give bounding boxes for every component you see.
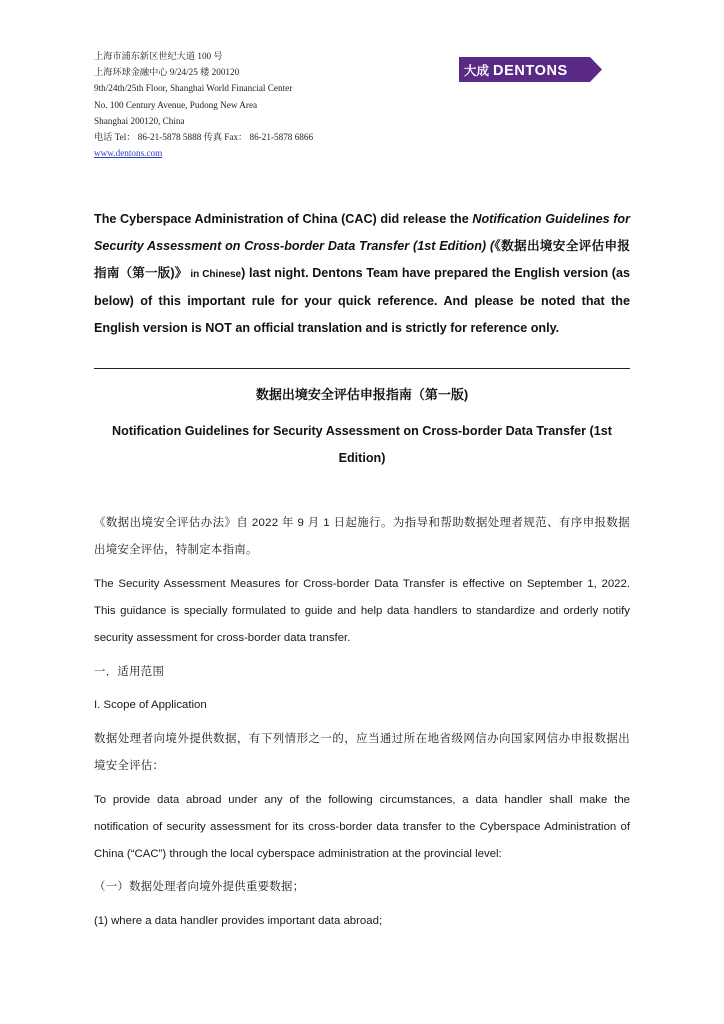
dentons-logo [459, 57, 602, 82]
intro-title-italic: Notification Guidelines for Security Assessment on Cross-border Data Transfer (1st Edition) ( [94, 212, 630, 253]
phone-fax-line: 电话 Tel： 86-21-5878 5888 传真 Fax： 86-21-5878 6866 [94, 132, 314, 143]
doc-title-en: Notification Guidelines for Security Assessment on Cross-border Data Transfer (1st Edition) [112, 424, 612, 465]
section-heading-en: I. Scope of Application [94, 699, 207, 711]
paragraph-en-effective: The Security Assessment Measures for Cross-border Data Transfer is effective on September 1, 2022. This guidance is specially formulated to guide and help data handlers to standardize and orderly notify security assessment for cross-border data transfer. [94, 578, 630, 644]
paragraph-cn-effective: 《数据出境安全评估办法》自 2022 年 9 月 1 日起施行。为指导和帮助数据处理者规范、有序申报数据出境安全评估，特制定本指南。 [94, 517, 630, 556]
item-1-cn: （一）数据处理者向境外提供重要数据； [94, 881, 305, 893]
paragraph-en-scope: To provide data abroad under any of the following circumstances, a data handler shall make the notification of security assessment for its cross-border data transfer to the Cyberspace Administration of China (“CAC”) through the local cyberspace administration at the provincial level: [94, 794, 630, 860]
address-line-en-1: 9th/24th/25th Floor, Shanghai World Financial Center [94, 83, 293, 94]
address-line-cn-1: 上海市浦东新区世纪大道 100 号 [94, 51, 223, 61]
doc-title-cn: 数据出境安全评估申报指南（第一版) [255, 387, 469, 402]
address-line-en-3: Shanghai 200120, China [94, 115, 185, 126]
section-heading-cn: 一．适用范围 [94, 666, 165, 678]
paragraph-cn-scope: 数据处理者向境外提供数据，有下列情形之一的，应当通过所在地省级网信办向国家网信办申报数据出境安全评估： [94, 733, 630, 772]
letterhead [94, 48, 313, 161]
intro-title-cn: 《数据出境安全评估申报指南（第一版)》 [94, 239, 630, 280]
separator-line [94, 368, 630, 369]
address-line-en-2: No. 100 Century Avenue, Pudong New Area [94, 99, 258, 110]
website-link[interactable]: www.dentons.com [94, 148, 163, 159]
intro-text-1: The Cyberspace Administration of China (CAC) did release the [94, 212, 473, 226]
logo-cn-text: 大成 [464, 63, 490, 78]
item-1-en: (1) where a data handler provides important data abroad; [94, 915, 383, 927]
intro-in-chinese: in Chinese [187, 269, 242, 280]
address-line-cn-2: 上海环球金融中心 9/24/25 楼 200120 [94, 67, 240, 78]
intro-paragraph [94, 206, 630, 342]
logo-en-text: DENTONS [493, 63, 568, 79]
intro-text-2: ) last night. Dentons Team have prepared the English version (as below) of this important rule for your quick reference. And please be noted that the English version is NOT an official translation and is strictly for reference only. [94, 266, 630, 335]
